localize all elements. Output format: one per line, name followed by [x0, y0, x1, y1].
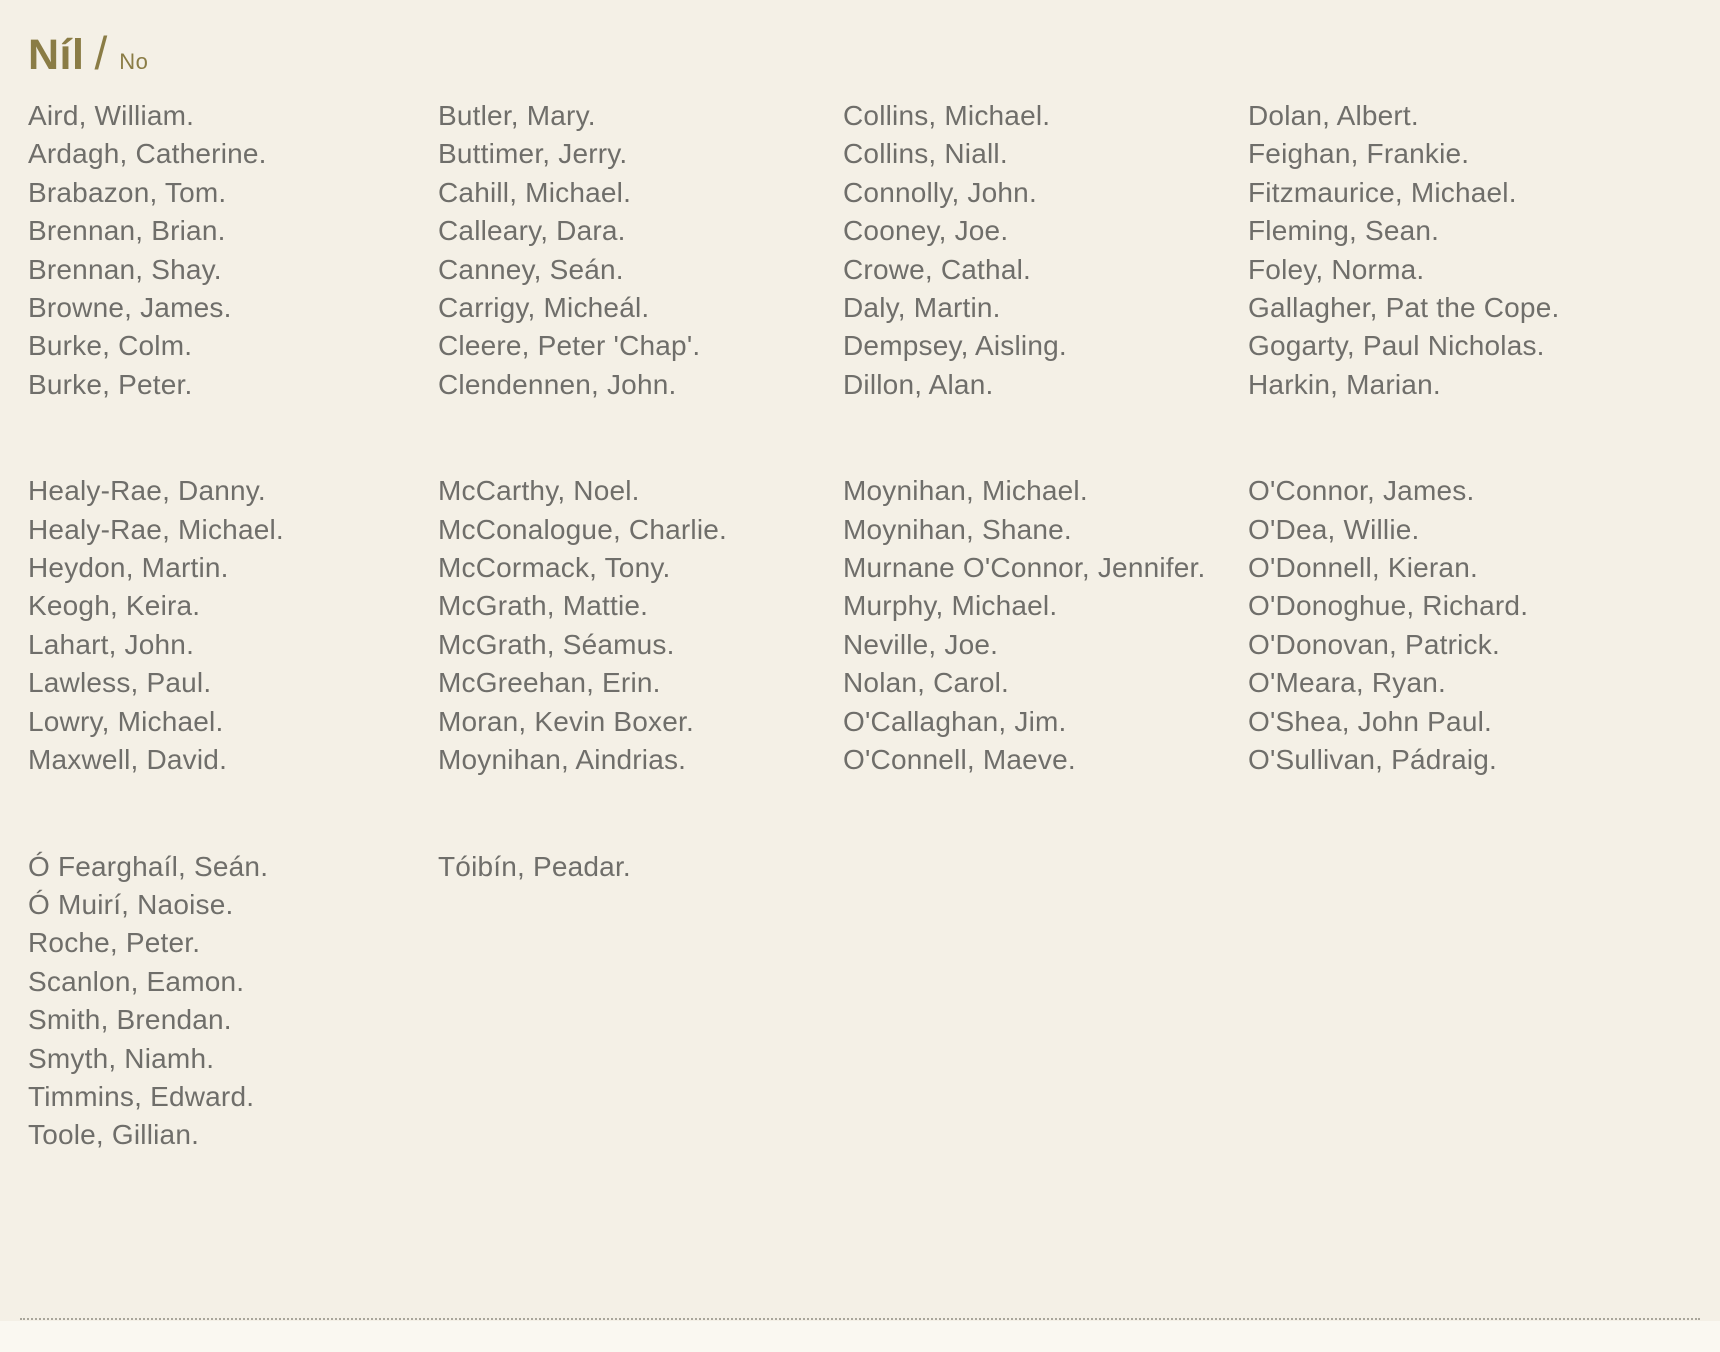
vote-column [843, 97, 1248, 404]
member-name: Daly, Martin. [843, 292, 1001, 324]
member-name: Dolan, Albert. [1248, 100, 1419, 131]
member-name: O'Donnell, Kieran. [1248, 552, 1478, 584]
member-name: Maxwell, David. [28, 744, 228, 776]
member-name: McCarthy, Noel. [438, 475, 640, 507]
member-name: Brennan, Brian. [28, 215, 226, 247]
member-name: Gogarty, Paul Nicholas. [1248, 330, 1545, 362]
member-name: O'Donoghue, Richard. [1248, 590, 1529, 622]
next-section-strip [0, 1321, 1720, 1352]
member-name: Keogh, Keira. [28, 590, 201, 622]
member-name: Ó Muirí, Naoise. [28, 888, 234, 920]
section-title-english: No [119, 49, 149, 74]
member-name: Timmins, Edward. [28, 1080, 255, 1112]
vote-column [1248, 97, 1700, 404]
member-name: Carrigy, Micheál. [438, 292, 650, 324]
member-name: McConalogue, Charlie. [438, 513, 728, 545]
dotted-divider [20, 1318, 1700, 1320]
member-name: O'Connell, Maeve. [843, 744, 1076, 776]
member-name: O'Meara, Ryan. [1248, 667, 1446, 699]
member-name: Collins, Niall. [843, 138, 1008, 170]
member-name: Harkin, Marian. [1248, 368, 1441, 400]
member-name: Nolan, Carol. [843, 667, 1010, 699]
section-title-irish: Níl [28, 31, 85, 79]
member-name: Aird, William. [28, 100, 195, 131]
member-name: Tóibín, Peadar. [438, 850, 631, 882]
member-name: Lawless, Paul. [28, 667, 212, 699]
member-name: Canney, Seán. [438, 253, 624, 285]
member-name: Lahart, John. [28, 628, 195, 660]
member-name: O'Donovan, Patrick. [1248, 628, 1500, 660]
member-name: Toole, Gillian. [28, 1119, 200, 1151]
member-name: Neville, Joe. [843, 628, 999, 660]
member-name: Murphy, Michael. [843, 590, 1058, 622]
member-name: Ó Fearghaíl, Seán. [28, 850, 269, 882]
member-name: Moynihan, Michael. [843, 475, 1088, 507]
member-name: Dillon, Alan. [843, 368, 994, 400]
member-name: Buttimer, Jerry. [438, 138, 628, 170]
member-name: McGrath, Séamus. [438, 628, 675, 660]
vote-column [843, 472, 1248, 779]
member-name: Dempsey, Aisling. [843, 330, 1067, 362]
member-name: Brennan, Shay. [28, 253, 222, 285]
vote-column [438, 97, 843, 404]
member-name: Heydon, Martin. [28, 552, 229, 584]
member-name: Connolly, John. [843, 176, 1037, 208]
member-name: Butler, Mary. [438, 100, 596, 131]
vote-column [28, 472, 438, 779]
member-name: Moynihan, Aindrias. [438, 744, 687, 776]
member-name: Scanlon, Eamon. [28, 965, 245, 997]
member-name: Gallagher, Pat the Cope. [1248, 292, 1560, 324]
member-name: Feighan, Frankie. [1248, 138, 1470, 170]
member-name: Fitzmaurice, Michael. [1248, 176, 1517, 208]
vote-group [28, 97, 1700, 404]
member-name: O'Sullivan, Pádraig. [1248, 744, 1498, 776]
member-name: Moran, Kevin Boxer. [438, 705, 694, 737]
member-name: Murnane O'Connor, Jennifer. [843, 552, 1206, 584]
member-name: Smyth, Niamh. [28, 1042, 215, 1074]
member-name: Moynihan, Shane. [843, 513, 1072, 545]
member-name: Smith, Brendan. [28, 1004, 232, 1036]
member-name: Healy-Rae, Danny. [28, 475, 266, 507]
vote-column [438, 848, 843, 886]
member-name: Roche, Peter. [28, 927, 201, 959]
member-name: O'Connor, James. [1248, 475, 1475, 507]
member-name: Fleming, Sean. [1248, 215, 1440, 247]
member-name: Crowe, Cathal. [843, 253, 1031, 285]
vote-group [28, 848, 1700, 1155]
vote-column [28, 97, 438, 404]
member-name: Ardagh, Catherine. [28, 138, 267, 170]
vote-section-header [28, 26, 1700, 78]
member-name: Burke, Peter. [28, 368, 193, 400]
title-separator: / [94, 27, 108, 79]
member-name: McGreehan, Erin. [438, 667, 661, 699]
member-name: Clendennen, John. [438, 368, 677, 400]
member-name: O'Shea, John Paul. [1248, 705, 1492, 737]
member-name: Brabazon, Tom. [28, 176, 227, 208]
vote-groups [28, 97, 1700, 1155]
member-name: Browne, James. [28, 292, 232, 324]
vote-column [28, 848, 438, 1155]
vote-column [1248, 472, 1700, 779]
member-name: McCormack, Tony. [438, 552, 671, 584]
vote-column [438, 472, 843, 779]
member-name: Cleere, Peter 'Chap'. [438, 330, 701, 362]
member-name: Calleary, Dara. [438, 215, 626, 247]
member-name: Lowry, Michael. [28, 705, 224, 737]
member-name: Healy-Rae, Michael. [28, 513, 284, 545]
member-name: O'Callaghan, Jim. [843, 705, 1067, 737]
member-name: McGrath, Mattie. [438, 590, 649, 622]
member-name: Cooney, Joe. [843, 215, 1009, 247]
member-name: Collins, Michael. [843, 100, 1051, 131]
vote-group [28, 472, 1700, 779]
member-name: Foley, Norma. [1248, 253, 1425, 285]
member-name: Cahill, Michael. [438, 176, 632, 208]
member-name: Burke, Colm. [28, 330, 193, 362]
member-name: O'Dea, Willie. [1248, 513, 1420, 545]
